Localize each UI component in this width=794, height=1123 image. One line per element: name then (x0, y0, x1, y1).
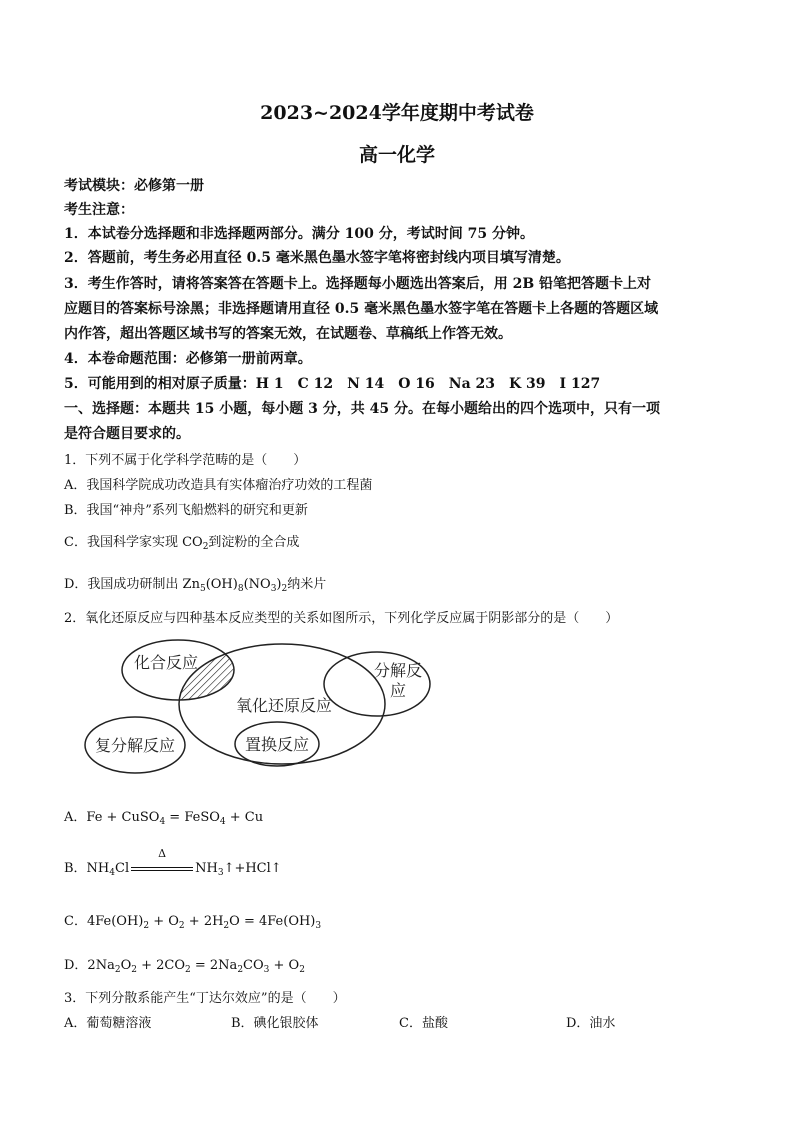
notes-label: 考生注意： (64, 202, 134, 218)
subscript: 5 (199, 584, 206, 594)
q2-stem: 2．氧化还原反应与四种基本反应类型的关系如图所示，下列化学反应属于阴影部分的是（ ） (64, 611, 619, 626)
note-line: 5．可能用到的相对原子质量：H 1 C 12 N 14 O 16 Na 23 K 39 I 127 (64, 376, 601, 392)
heat-symbol: Δ (158, 847, 167, 860)
double-decomposition-label: 复分解反应 (94, 736, 176, 755)
formula-part: ↑+HCl↑ (223, 861, 282, 876)
q1-option-c-text: C．我国科学家实现 CO (64, 535, 203, 550)
subscript: 4 (159, 817, 166, 827)
subscript: 2 (237, 965, 244, 975)
q3-option-c: C．盐酸 (399, 1016, 448, 1031)
formula-part: O = 4Fe(OH) (229, 914, 316, 929)
formula-part: CO (243, 958, 264, 973)
formula-part: O (120, 958, 132, 973)
q2-option-d (64, 954, 305, 975)
reaction-type-venn-diagram (80, 638, 440, 778)
formula-part: = FeSO (165, 810, 220, 825)
formula-part: + O (149, 914, 179, 929)
subscript: 3 (263, 965, 270, 975)
formula-part: + 2CO (136, 958, 186, 973)
heating-condition (129, 847, 195, 876)
note-line: 2．答题前，考生务必用直径 0.5 毫米黑色墨水签字笔将密封线内项目填写清楚。 (64, 250, 570, 266)
formula-part: + O (269, 958, 300, 973)
q3-option-a: A．葡萄糖溶液 (64, 1016, 152, 1031)
q3-option-d: D．油水 (566, 1016, 616, 1031)
q2-option-b (64, 847, 282, 878)
subscript: 3 (270, 584, 277, 594)
q3-stem: 3．下列分散系能产生“丁达尔效应”的是（ ） (64, 991, 346, 1006)
q1-option-a: A．我国科学院成功改造具有实体瘤治疗功效的工程菌 (64, 478, 373, 493)
section-heading: 一、选择题：本题共 15 小题，每小题 3 分，共 45 分。在每小题给出的四个选项中，只有一项 (64, 401, 660, 417)
formula-part: = 2Na (190, 958, 238, 973)
subscript: 2 (114, 965, 121, 975)
q1-stem: 1．下列不属于化学科学范畴的是（ ） (64, 453, 307, 468)
subscript: 4 (219, 817, 226, 827)
q2-option-a (64, 806, 263, 827)
subscript: 2 (131, 965, 137, 975)
section-heading-cont: 是符合题目要求的。 (64, 426, 190, 442)
q3-option-b: B．碘化银胶体 (231, 1016, 319, 1031)
subscript: 3 (217, 868, 224, 878)
formula-part: B．NH (64, 861, 110, 876)
q2-option-c (64, 910, 321, 931)
formula-part: + Cu (225, 810, 264, 825)
subscript: 2 (202, 542, 209, 552)
note-line: 内作答，超出答题区域书写的答案无效，在试题卷、草稿纸上作答无效。 (64, 326, 512, 342)
combination-label: 化合反应 (133, 653, 199, 672)
q1-option-c (64, 531, 299, 552)
exam-module: 考试模块：必修第一册 (64, 178, 204, 194)
formula-part: (NO (243, 577, 271, 592)
decomposition-label: 分解反 (373, 661, 423, 680)
formula-part: (OH) (205, 577, 238, 592)
q1-option-c-tail: 到淀粉的全合成 (208, 535, 300, 550)
note-line: 3．考生作答时，请将答案答在答题卡上。选择题每小题选出答案后，用 2B 铅笔把答题卡上对 (64, 276, 652, 292)
subscript: 2 (281, 584, 288, 594)
decomposition-label-cont: 应 (389, 681, 407, 700)
exam-title: 2023~2024学年度期中考试卷 (260, 102, 534, 124)
q1-option-d (64, 573, 326, 594)
subscript: 2 (143, 921, 150, 931)
formula-part: + 2H (184, 914, 224, 929)
subscript: 2 (223, 921, 230, 931)
q1-option-d-text: D．我国成功研制出 Zn (64, 577, 200, 592)
redox-label: 氧化还原反应 (235, 696, 333, 715)
formula-part: D．2Na (64, 958, 115, 973)
formula-part: C．4Fe(OH) (64, 914, 144, 929)
exam-subject: 高一化学 (358, 144, 435, 166)
subscript: 8 (237, 584, 244, 594)
subscript: 4 (109, 868, 115, 878)
reaction-equals-sign (131, 867, 193, 871)
formula-part: Cl (115, 861, 130, 876)
q1-option-d-tail: 纳米片 (287, 577, 327, 592)
subscript: 2 (299, 965, 305, 975)
note-line: 应题目的答案标号涂黑；非选择题请用直径 0.5 毫米黑色墨水签字笔在答题卡上各题的答题区域 (64, 301, 659, 317)
formula-part: ) (276, 577, 282, 592)
formula-part: NH (195, 861, 218, 876)
note-line: 4．本卷命题范围：必修第一册前两章。 (64, 351, 312, 367)
displacement-label: 置换反应 (244, 735, 310, 754)
subscript: 2 (185, 965, 191, 975)
subscript: 3 (315, 921, 322, 931)
note-line: 1．本试卷分选择题和非选择题两部分。满分 100 分，考试时间 75 分钟。 (64, 226, 534, 242)
formula-part: A．Fe + CuSO (64, 810, 160, 825)
subscript: 2 (178, 921, 185, 931)
q1-option-b: B．我国“神舟”系列飞船燃料的研究和更新 (64, 503, 308, 518)
